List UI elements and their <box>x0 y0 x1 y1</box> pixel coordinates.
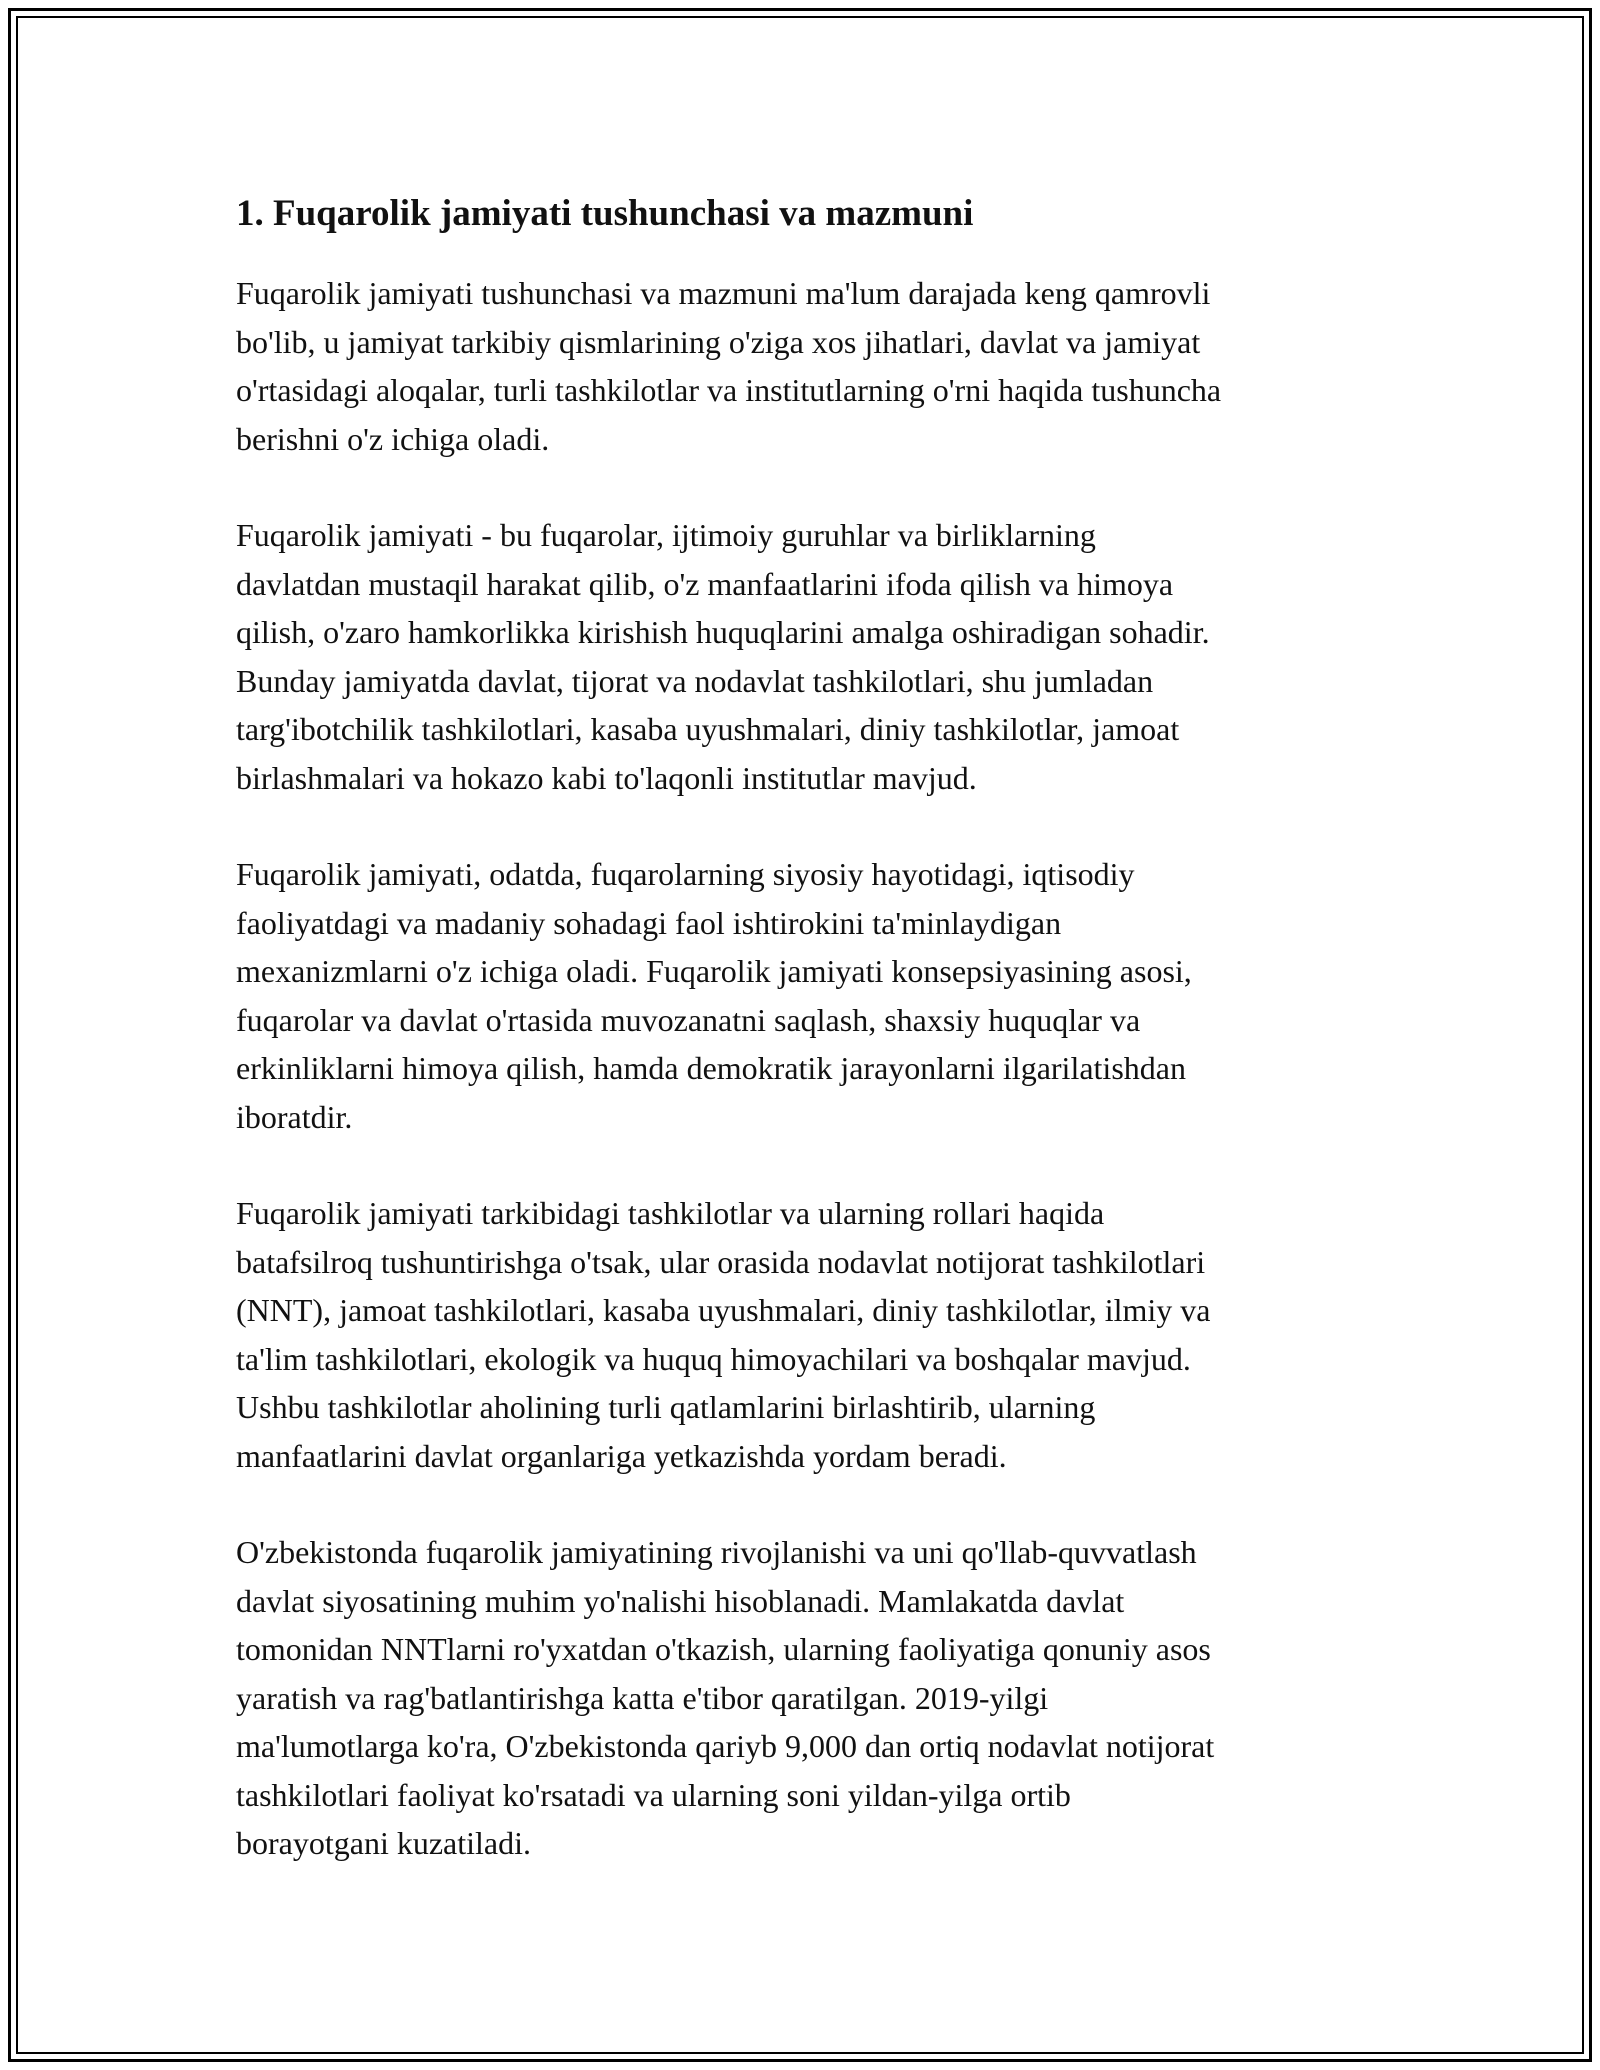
section-title: 1. Fuqarolik jamiyati tushunchasi va mazmuni <box>236 193 974 234</box>
paragraph-3: Fuqarolik jamiyati, odatda, fuqarolarning siyosiy hayotidagi, iqtisodiy faoliyatdagi va madaniy sohadagi faol ishtirokini ta'minlaydigan mexanizmlarni o'z ichiga oladi. Fuqarolik jamiyati konsepsiyasining asosi, fuqarolar va davlat o'rtasida muvozanatni saqlash, shaxsiy huquqlar va erkinliklarni himoya qilish, hamda demokratik jarayonlarni ilgarilatishdan iboratdir. <box>236 856 1192 1135</box>
paragraph-5: O'zbekistonda fuqarolik jamiyatining rivojlanishi va uni qo'llab-quvvatlash davlat siyosatining muhim yo'nalishi hisoblanadi. Mamlakatda davlat tomonidan NNTlarni ro'yxatdan o'tkazish, ularning faoliyatiga qonuniy asos yaratish va rag'batlantirishga katta e'tibor qaratilgan. 2019-yilgi ma'lumotlarga ko'ra, O'zbekistonda qariyb 9,000 dan ortiq nodavlat notijorat tashkilotlari faoliyat ko'rsatadi va ularning soni yildan-yilga ortib borayotgani kuzatiladi. <box>236 1534 1215 1861</box>
paragraph-2: Fuqarolik jamiyati - bu fuqarolar, ijtimoiy guruhlar va birliklarning davlatdan mustaqil harakat qilib, o'z manfaatlarini ifoda qilish va himoya qilish, o'zaro hamkorlikka kirishish huquqlarini amalga oshiradigan sohadir. Bunday jamiyatda davlat, tijorat va nodavlat tashkilotlari, shu jumladan targ'ibotchilik tashkilotlari, kasaba uyushmalari, diniy tashkilotlar, jamoat birlashmalari va hokazo kabi to'laqonli institutlar mavjud. <box>236 517 1210 796</box>
paragraph-1: Fuqarolik jamiyati tushunchasi va mazmuni ma'lum darajada keng qamrovli bo'lib, u jamiyat tarkibiy qismlarining o'ziga xos jihatlari, davlat va jamiyat o'rtasidagi aloqalar, turli tashkilotlar va institutlarning o'rni haqida tushuncha berishni o'z ichiga oladi. <box>236 275 1222 457</box>
document-page <box>236 188 1376 1916</box>
paragraph-4: Fuqarolik jamiyati tarkibidagi tashkilotlar va ularning rollari haqida batafsilroq tushuntirishga o'tsak, ular orasida nodavlat notijorat tashkilotlari (NNT), jamoat tashkilotlari, kasaba uyushmalari, diniy tashkilotlar, ilmiy va ta'lim tashkilotlari, ekologik va huquq himoyachilari va boshqalar mavjud. Ushbu tashkilotlar aholining turli qatlamlarini birlashtirib, ularning manfaatlarini davlat organlariga yetkazishda yordam beradi. <box>236 1195 1211 1474</box>
